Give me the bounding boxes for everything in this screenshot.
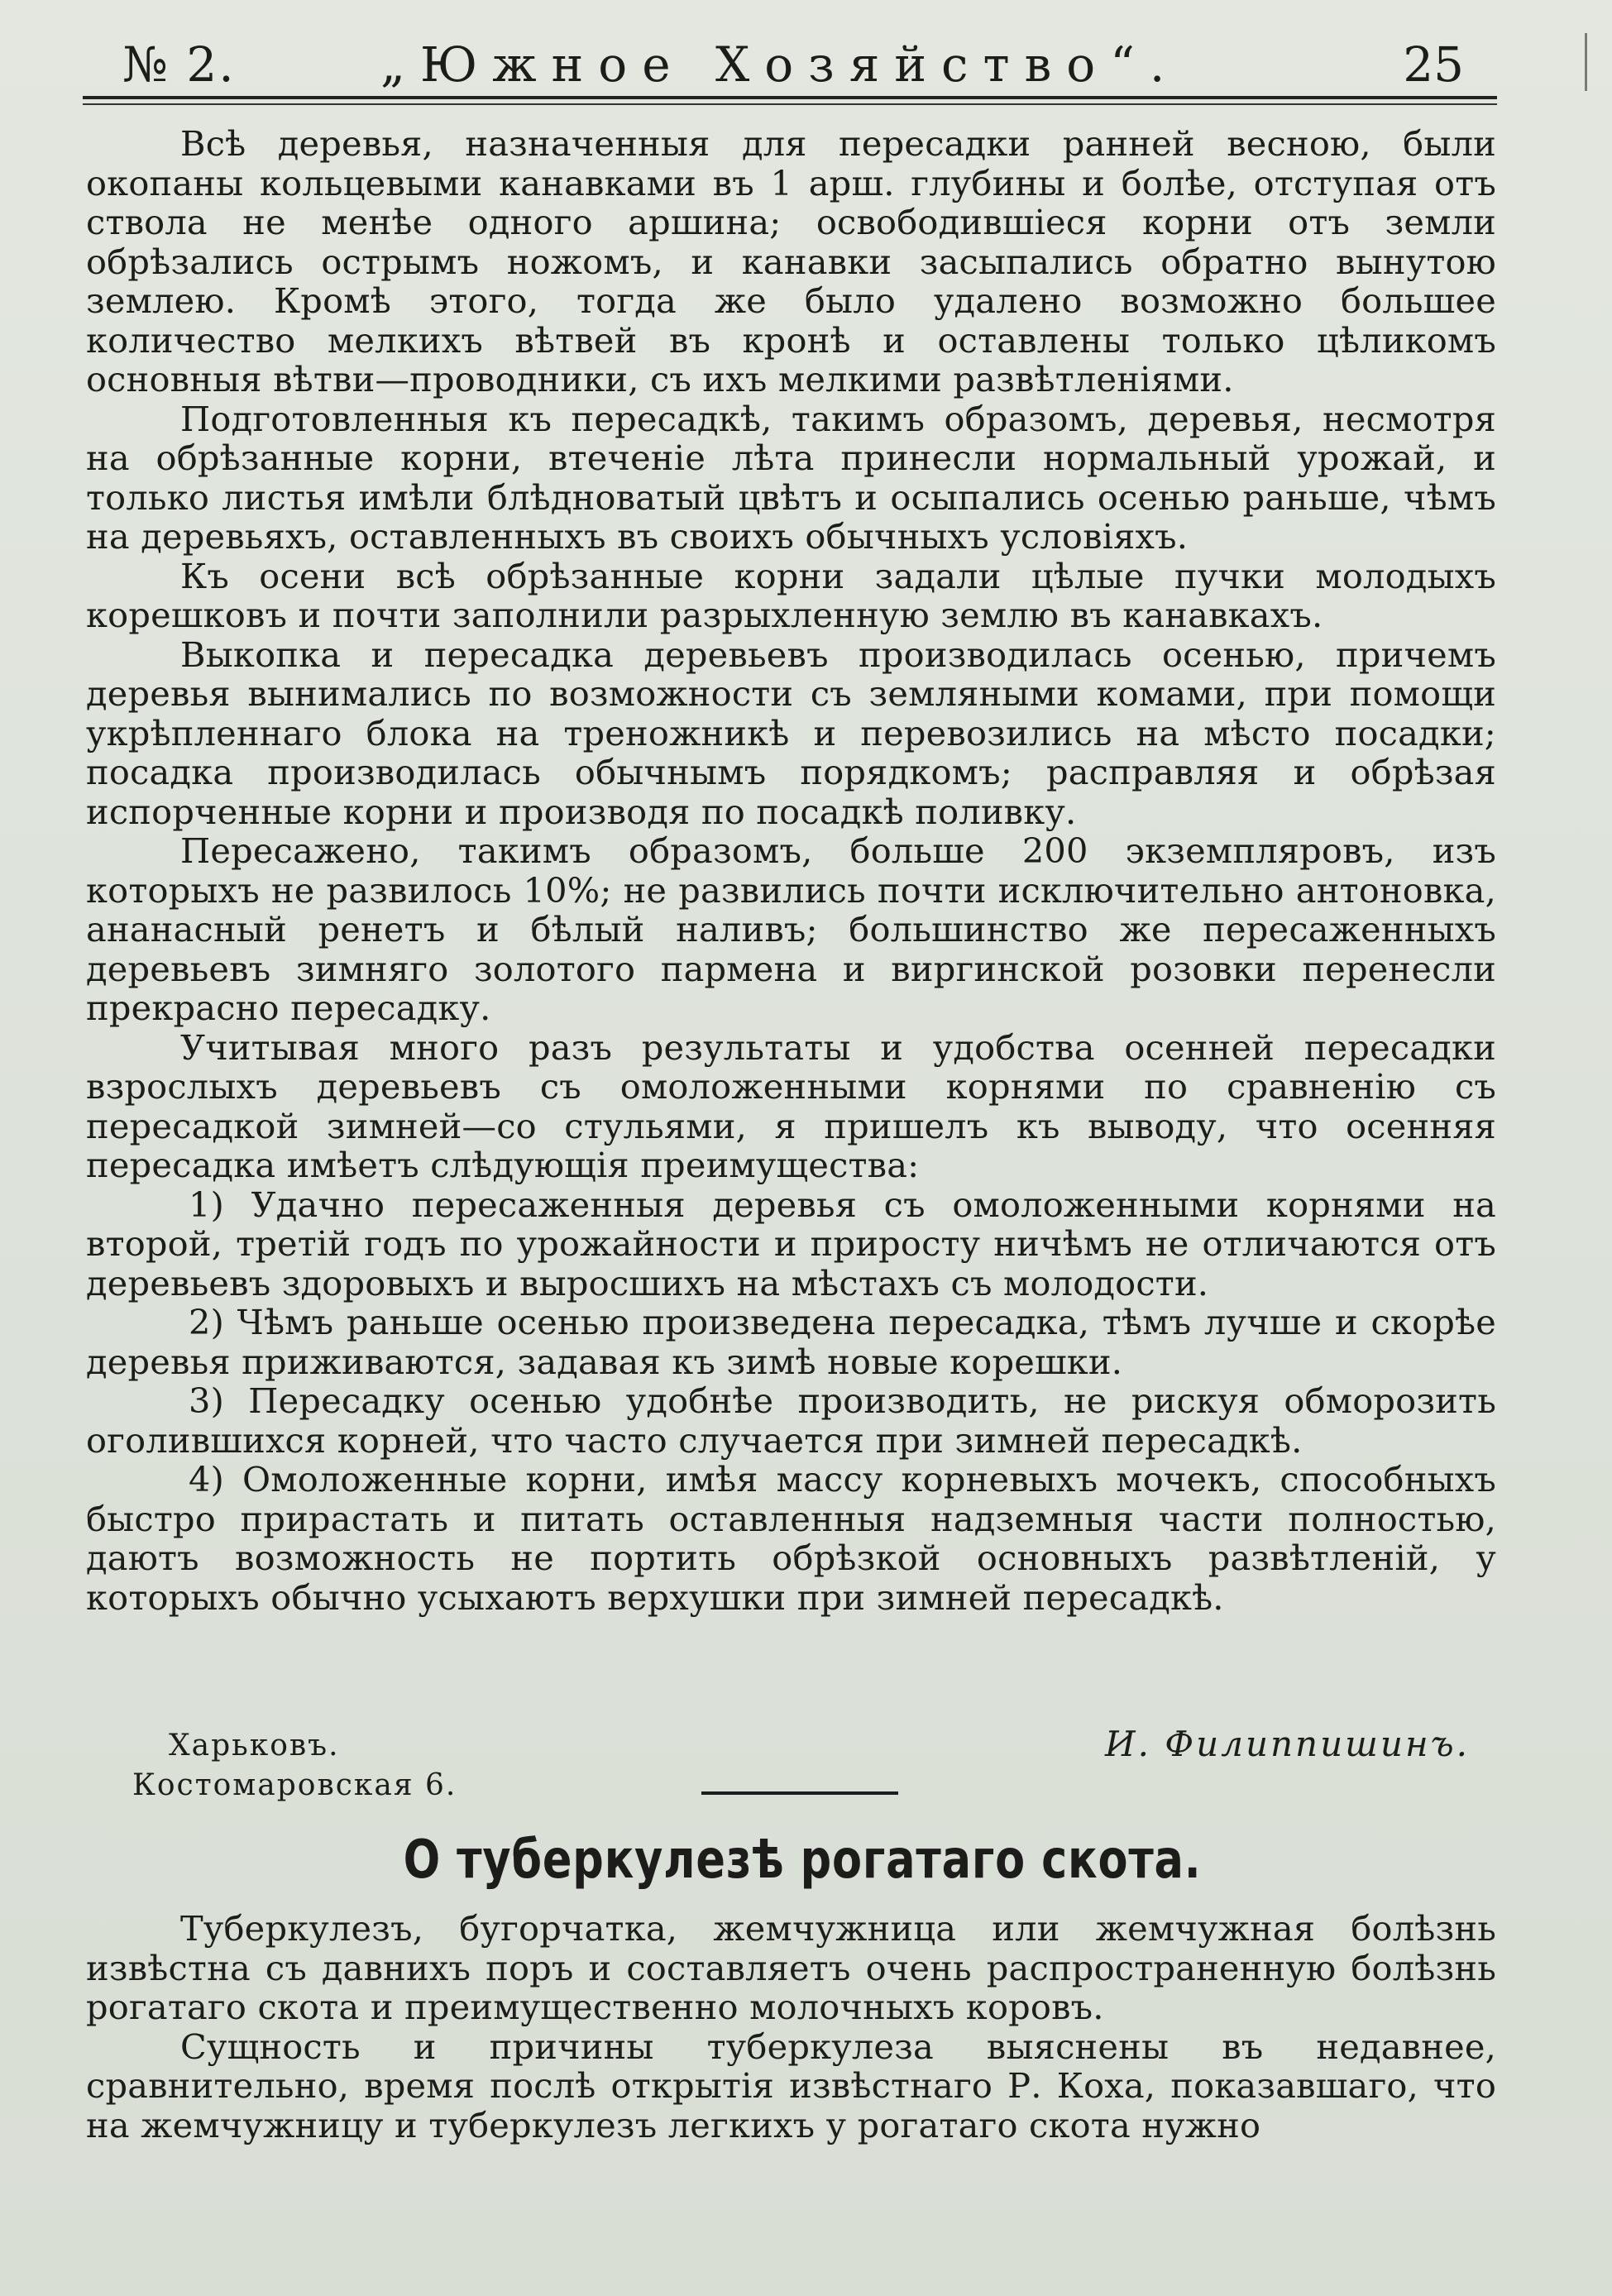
running-header xyxy=(83,31,1497,98)
article-body xyxy=(86,124,1496,1617)
page-edge-mark xyxy=(1585,33,1587,91)
page-number: 25 xyxy=(1403,36,1464,93)
header-rule-thin xyxy=(83,103,1497,105)
paragraph: Туберкулезъ, бугорчатка, жемчужница или жемчужная болѣзнь извѣстна съ давнихъ поръ и составляетъ очень распространенную болѣзнь рогатаго скота и преимущественно молочныхъ коровъ. xyxy=(86,1908,1496,2027)
numbered-point: 2) Чѣмъ раньше осенью произведена пересадка, тѣмъ лучше и скорѣе деревья приживаются, задавая къ зимѣ новые корешки. xyxy=(86,1302,1496,1382)
author-name: И. Филиппишинъ. xyxy=(1104,1724,1470,1764)
paragraph: Всѣ деревья, назначенныя для пересадки ранней весною, были окопаны кольцевыми канавками въ 1 арш. глубины и болѣе, отступая отъ ствола не менѣе одного аршина; освободившiеся корни отъ земли обрѣзались острымъ ножомъ, и канавки засыпались обратно вынутою землею. Кромѣ этого, тогда же было удалено возможно большее количество мелкихъ вѣтвей въ кронѣ и оставлены только цѣликомъ основныя вѣтви—проводники, съ ихъ мелкими развѣтленiями. xyxy=(86,123,1496,399)
address: Костомаровская 6. xyxy=(132,1768,457,1802)
signature-block xyxy=(86,1724,1496,1820)
numbered-point: 3) Пересадку осенью удобнѣе производить, не рискуя обморозить оголившихся корней, что часто случается при зимней пересадкѣ. xyxy=(86,1380,1496,1461)
article-title: О туберкулезѣ рогатаго скота. xyxy=(403,1830,1202,1891)
paragraph: Учитывая много разъ результаты и удобства осенней пересадки взрослыхъ деревьевъ съ омоложенными корнями по сравненiю съ пересадкой зимней—со стульями, я пришелъ къ выводу, что осенняя пересадка имѣетъ слѣдующiя преимущества: xyxy=(86,1026,1496,1185)
paragraph: Сущность и причины туберкулеза выяснены въ недавнее, сравнительно, время послѣ открытiя извѣстнаго Р. Коха, показавшаго, что на жемчужницу и туберкулезъ легкихъ у рогатаго скота нужно xyxy=(86,2026,1496,2145)
numbered-point: 1) Удачно пересаженныя деревья съ омоложенными корнями на второй, третiй годъ по урожайности и приросту ничѣмъ не отличаются отъ деревьевъ здоровыхъ и выросшихъ на мѣстахъ съ молодости. xyxy=(86,1184,1496,1303)
article-body-2 xyxy=(86,1909,1496,2145)
paragraph: Подготовленныя къ пересадкѣ, такимъ образомъ, деревья, несмотря на обрѣзанные корни, втеченiе лѣта принесли нормальный урожай, и только листья имѣли блѣдноватый цвѣтъ и осыпались осенью раньше, чѣмъ на деревьяхъ, оставленныхъ въ своихъ обычныхъ условiяхъ. xyxy=(86,398,1496,557)
paragraph: Выкопка и пересадка деревьевъ производилась осенью, причемъ деревья вынимались по возможности съ земляными комами, при помощи укрѣпленнаго блока на треножникѣ и перевозились на мѣсто посадки; посадка производилась обычнымъ порядкомъ; расправляя и обрѣзая испорченные корни и производя по посадкѣ поливку. xyxy=(86,634,1496,832)
journal-title: „Южное Хозяйство“. xyxy=(380,36,1180,93)
header-rule xyxy=(83,96,1497,99)
issue-number: № 2. xyxy=(122,36,236,93)
numbered-point: 4) Омоложенные корни, имѣя массу корневыхъ мочекъ, способныхъ быстро прирастать и питать оставленныя надземныя части полностью, даютъ возможность не портить обрѣзкой основныхъ развѣтленiй, у которыхъ обычно усыхаютъ верхушки при зимней пересадкѣ. xyxy=(86,1459,1496,1618)
paragraph: Къ осени всѣ обрѣзанные корни задали цѣлые пучки молодыхъ корешковъ и почти заполнили разрыхленную землю въ канавкахъ. xyxy=(86,555,1496,635)
paragraph: Пересажено, такимъ образомъ, больше 200 экземпляровъ, изъ которыхъ не развилось 10%; не развились почти исключительно антоновка, ананасный ренетъ и бѣлый наливъ; большинство же пересаженныхъ деревьевъ зимняго золотого пармена и виргинской розовки перенесли прекрасно пересадку. xyxy=(86,830,1496,1028)
place-of-writing: Харьковъ. xyxy=(169,1729,340,1763)
section-divider xyxy=(701,1791,898,1795)
